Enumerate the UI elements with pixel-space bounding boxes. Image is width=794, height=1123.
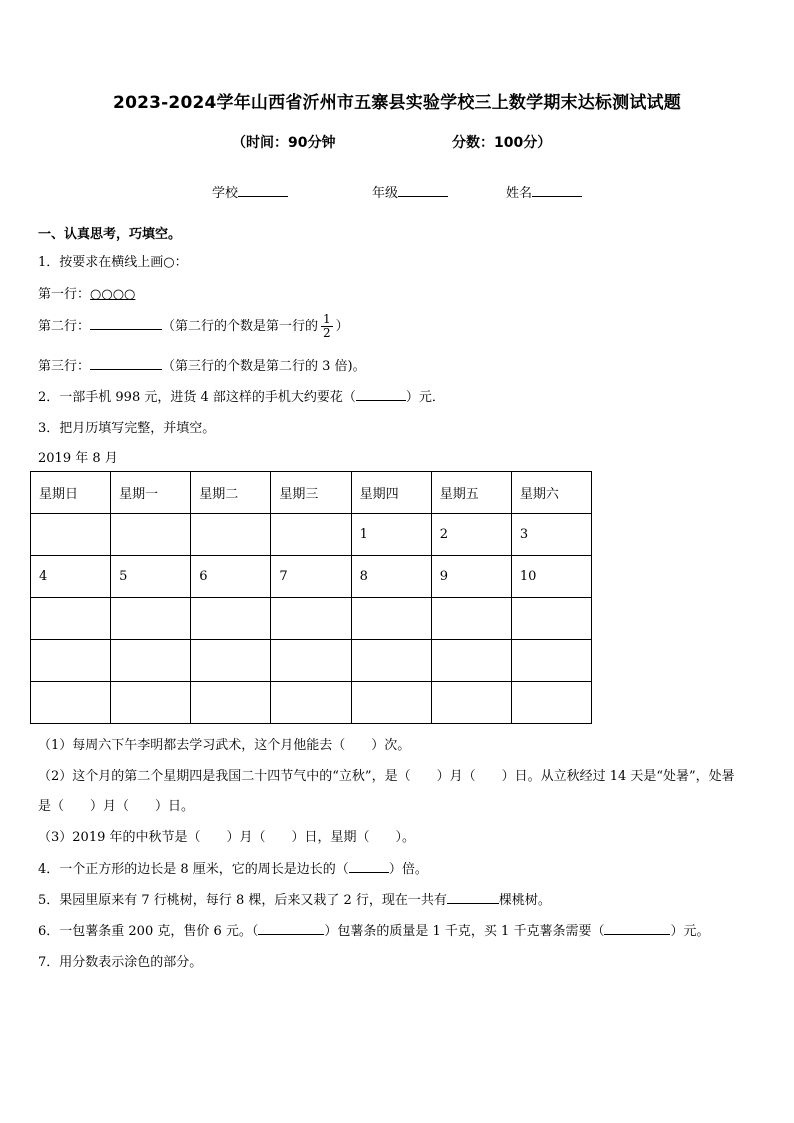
q1-row2 xyxy=(38,313,349,340)
question-1: 1．按要求在横线上画○： xyxy=(38,255,188,270)
q6-text-mid: ）包薯条的质量是 1 千克，买 1 千克薯条需要（ xyxy=(324,924,605,939)
name-label: 姓名 xyxy=(506,186,533,201)
q6-text-end: ）元。 xyxy=(670,924,710,939)
header-mon: 星期一 xyxy=(111,472,191,514)
header-fri: 星期五 xyxy=(431,472,511,514)
question-2 xyxy=(38,386,445,405)
fraction-numerator: 1 xyxy=(323,312,331,326)
calendar-cell[interactable] xyxy=(271,682,351,724)
question-3: 3．把月历填写完整，并填空。 xyxy=(38,421,216,436)
calendar-header-row xyxy=(31,472,592,514)
calendar-cell: 9 xyxy=(431,556,511,598)
school-blank[interactable] xyxy=(238,182,288,197)
q1-row1 xyxy=(38,283,135,302)
calendar-cell: 2 xyxy=(431,514,511,556)
q5-blank[interactable] xyxy=(447,889,499,904)
calendar-cell: 7 xyxy=(271,556,351,598)
q5-text-end: 棵桃树。 xyxy=(498,893,551,908)
row3-label: 第三行： xyxy=(38,359,91,374)
header-sat: 星期六 xyxy=(511,472,591,514)
calendar-cell[interactable] xyxy=(431,682,511,724)
calendar-cell[interactable] xyxy=(431,598,511,640)
name-blank[interactable] xyxy=(532,182,582,197)
row2-note-pre: （第二行的个数是第一行的 xyxy=(162,319,319,334)
page-title: 2023-2024学年山西省沂州市五寨县实验学校三上数学期末达标测试试题 xyxy=(113,93,681,113)
calendar-cell[interactable] xyxy=(191,640,271,682)
calendar-cell[interactable] xyxy=(431,640,511,682)
q4-blank[interactable] xyxy=(349,858,389,873)
row2-blank[interactable] xyxy=(90,315,162,330)
calendar-cell[interactable] xyxy=(31,682,111,724)
question-6 xyxy=(38,920,709,939)
calendar-cell[interactable] xyxy=(111,598,191,640)
calendar-cell: 5 xyxy=(111,556,191,598)
grade-label: 年级 xyxy=(372,186,399,201)
q1-row3 xyxy=(38,355,366,374)
calendar-month: 2019 年 8 月 xyxy=(38,451,118,466)
exam-score: 分数：100分） xyxy=(452,135,552,151)
question-5 xyxy=(38,889,551,908)
q3-sub1: （1）每周六下午李明都去学习武术，这个月他能去（ ）次。 xyxy=(38,738,411,753)
calendar-cell: 4 xyxy=(31,556,111,598)
calendar-cell[interactable] xyxy=(191,598,271,640)
calendar-row xyxy=(31,514,592,556)
grade-field xyxy=(372,182,448,201)
calendar-cell[interactable] xyxy=(31,598,111,640)
row1-circles: ○○○○ xyxy=(90,287,136,302)
section-heading: 一、认真思考，巧填空。 xyxy=(38,227,182,242)
calendar-row xyxy=(31,556,592,598)
q4-text-end: ）倍。 xyxy=(388,862,428,877)
grade-blank[interactable] xyxy=(398,182,448,197)
calendar-cell[interactable] xyxy=(271,514,351,556)
calendar-cell[interactable] xyxy=(271,598,351,640)
calendar-row xyxy=(31,682,592,724)
calendar-cell[interactable] xyxy=(191,514,271,556)
calendar-cell[interactable] xyxy=(111,640,191,682)
q4-text: 4．一个正方形的边长是 8 厘米，它的周长是边长的（ xyxy=(38,862,349,877)
calendar-cell[interactable] xyxy=(31,514,111,556)
calendar-cell[interactable] xyxy=(111,682,191,724)
calendar-cell: 10 xyxy=(511,556,591,598)
question-7: 7．用分数表示涂色的部分。 xyxy=(38,955,203,970)
fraction-one-half xyxy=(321,313,333,340)
header-thu: 星期四 xyxy=(351,472,431,514)
calendar-cell[interactable] xyxy=(191,682,271,724)
exam-time: （时间：90分钟 xyxy=(232,135,336,151)
name-field xyxy=(506,182,582,201)
q6-text: 6．一包薯条重 200 克，售价 6 元。（ xyxy=(38,924,259,939)
row2-label: 第二行： xyxy=(38,319,91,334)
calendar-cell[interactable] xyxy=(511,598,591,640)
calendar-cell[interactable] xyxy=(111,514,191,556)
q2-text: 2．一部手机 998 元，进货 4 部这样的手机大约要花（ xyxy=(38,390,356,405)
calendar-cell[interactable] xyxy=(511,682,591,724)
row3-blank[interactable] xyxy=(90,355,162,370)
calendar-cell[interactable] xyxy=(351,598,431,640)
header-wed: 星期三 xyxy=(271,472,351,514)
calendar-cell: 8 xyxy=(351,556,431,598)
row3-note: （第三行的个数是第二行的 3 倍)。 xyxy=(162,359,366,374)
calendar-cell[interactable] xyxy=(31,640,111,682)
question-4 xyxy=(38,858,428,877)
calendar-table xyxy=(30,471,592,724)
q6-blank-2[interactable] xyxy=(604,920,670,935)
calendar-cell: 6 xyxy=(191,556,271,598)
row1-label: 第一行： xyxy=(38,287,91,302)
q2-blank[interactable] xyxy=(356,386,406,401)
q2-text-end: ）元． xyxy=(405,390,445,405)
school-label: 学校 xyxy=(212,186,239,201)
q3-sub2b: 是（ ）月（ ）日。 xyxy=(38,799,195,814)
calendar-cell: 1 xyxy=(351,514,431,556)
calendar-cell: 3 xyxy=(511,514,591,556)
calendar-cell[interactable] xyxy=(271,640,351,682)
calendar-row xyxy=(31,640,592,682)
calendar-cell[interactable] xyxy=(511,640,591,682)
fraction-denominator: 2 xyxy=(323,326,331,340)
school-field xyxy=(212,182,288,201)
calendar-cell[interactable] xyxy=(351,682,431,724)
q5-text: 5．果园里原来有 7 行桃树，每行 8 棵，后来又栽了 2 行，现在一共有 xyxy=(38,893,447,908)
q3-sub2a: （2）这个月的第二个星期四是我国二十四节气中的“立秋”，是（ ）月（ ）日。从立秋经过 14 天是“处暑”，处暑 xyxy=(38,769,735,784)
calendar-cell[interactable] xyxy=(351,640,431,682)
row2-note-post: ） xyxy=(335,319,349,334)
q6-blank-1[interactable] xyxy=(258,920,324,935)
header-sun: 星期日 xyxy=(31,472,111,514)
calendar-row xyxy=(31,598,592,640)
header-tue: 星期二 xyxy=(191,472,271,514)
q3-sub3: （3）2019 年的中秋节是（ ）月（ ）日，星期（ ）。 xyxy=(38,830,415,845)
